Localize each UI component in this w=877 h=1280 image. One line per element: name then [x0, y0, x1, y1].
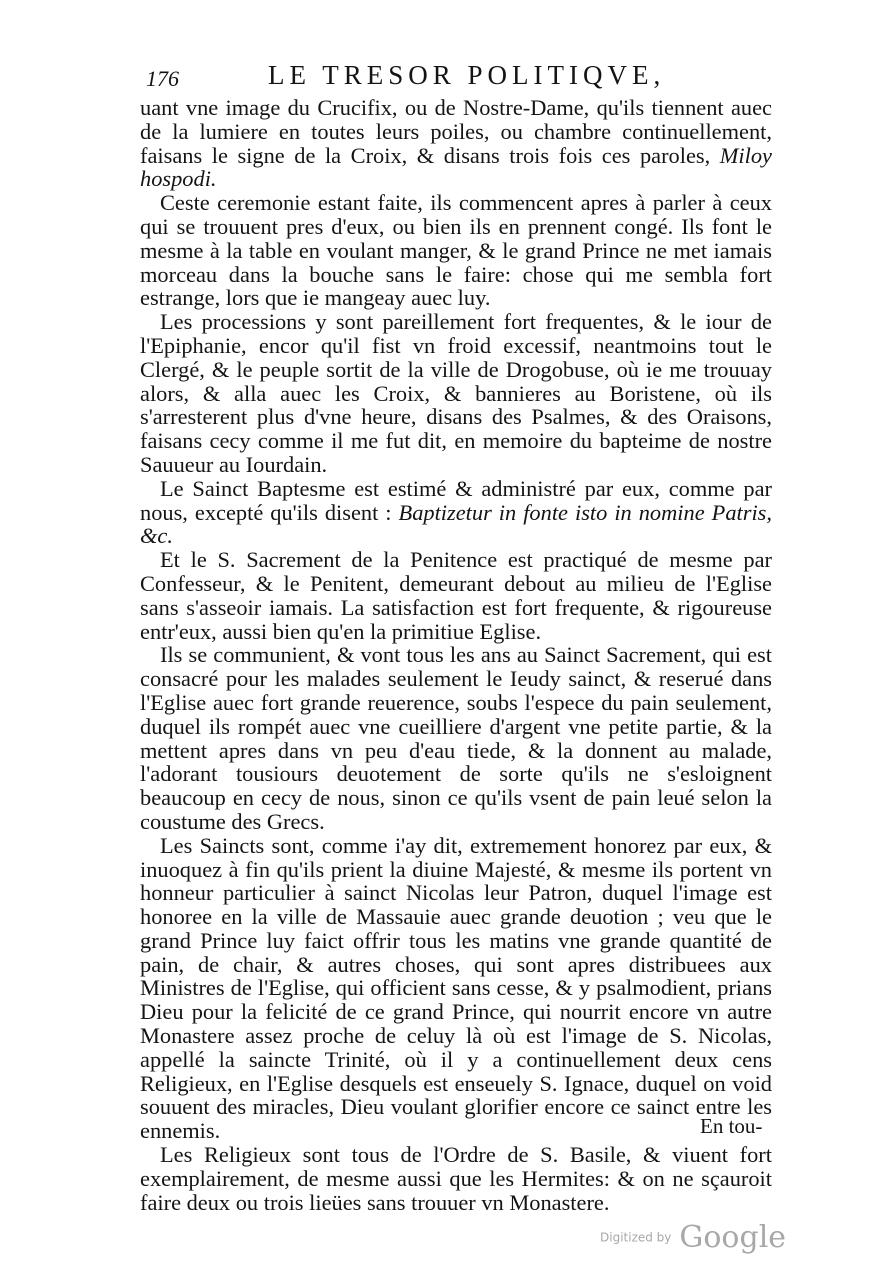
paragraph-text: Ils se communient, & vont tous les ans au Sainct Sacrement, qui est consacré pour les malades seulement le Ieudy sainct, & reserué dans l'Eglise auec fort grande reuerence, soubs l'espece du pain seulement, duquel ils rompét auec vne cueilliere d'argent vne petite partie, & la mettent apres dans vn peu d'eau tiede, & la donnent au malade, l'adorant tousiours deuotement de sorte qu'ils ne s'esloignent beaucoup en cecy de nous, sinon ce qu'ils vsent de pain leué selon la coustume des Grecs.	[140, 642, 772, 834]
watermark-prefix: Digitized by	[600, 1230, 672, 1245]
italic-quotation: Miloy hospodi.	[140, 142, 772, 192]
paragraph-text: Les Religieux sont tous de l'Ordre de S. Basile, & viuent fort exemplairement, de mesme aussi que les Hermites: & on ne sçauroit faire deux ou trois lieües sans trouuer vn Monastere.	[140, 1142, 772, 1215]
running-title: LE TRESOR POLITIQVE,	[268, 60, 666, 90]
paragraph	[140, 96, 772, 191]
paragraph	[140, 310, 772, 477]
body-text	[140, 96, 772, 1214]
page-number: 176	[146, 66, 179, 91]
paragraph	[140, 643, 772, 833]
paragraph-text: Les processions y sont pareillement fort frequentes, & le iour de l'Epiphanie, encor qu'il fist vn froid excessif, neantmoins tout le Clergé, & le peuple sortit de la ville de Drogobuse, où ie me trouuay alors, & alla auec les Croix, & bannieres au Boristene, où ils s'arresterent plus d'vne heure, disans des Psalmes, & des Oraisons, faisans cecy comme il me fut dit, en memoire du bapteime de nostre Sauueur au Iourdain.	[140, 309, 772, 477]
paragraph	[140, 548, 772, 643]
paragraph	[140, 1143, 772, 1214]
paragraph-text: Ceste ceremonie estant faite, ils commencent apres à parler à ceux qui se trouuent pres d'eux, ou bien ils en prennent congé. Ils font le mesme à la table en voulant manger, & le grand Prince ne met iamais morceau dans la bouche sans le faire: chose qui me sembla fort estrange, lors que ie mangeay auec luy.	[140, 190, 772, 311]
page-header	[146, 60, 786, 96]
paragraph-text: Les Saincts sont, comme i'ay dit, extremement honorez par eux, & inuoquez à fin qu'ils prient la diuine Majesté, & mesme ils portent vn honneur particulier à sainct Nicolas leur Patron, duquel l'image est honoree en la ville de Massauie auec grande deuotion ; veu que le grand Prince luy faict offrir tous les matins vne grande quantité de pain, de chair, & autres choses, qui sont apres distribuees aux Ministres de l'Eglise, qui officient sans cesse, & y psalmodient, prians Dieu pour la felicité de ce grand Prince, qui nourrit encore vn autre Monastere assez proche de celuy là où est l'image de S. Nicolas, appellé la saincte Trinité, où il y a continuellement deux cens Religieux, en l'Eglise desquels est enseuely S. Ignace, duquel on void souuent des miracles, Dieu voulant glorifier encore ce sainct entre les ennemis.	[140, 832, 772, 1144]
paragraph-text: Le Sainct Baptesme est estimé & administré par eux, comme par nous, excepté qu'ils disent :	[140, 475, 772, 525]
paragraph	[140, 191, 772, 310]
digitized-watermark	[600, 1220, 790, 1260]
paragraph-text: uant vne image du Crucifix, ou de Nostre-Dame, qu'ils tiennent auec de la lumiere en toutes leurs poiles, ou chambre continuellement, faisans le signe de la Croix, & disans trois fois ces paroles,	[140, 95, 772, 168]
catchword: En tou-	[700, 1114, 763, 1138]
paragraph	[140, 834, 772, 1143]
google-logo: Google	[679, 1220, 787, 1255]
paragraph-text: Et le S. Sacrement de la Penitence est practiqué de mesme par Confesseur, & le Penitent, demeurant debout au milieu de l'Eglise sans s'asseoir iamais. La satisfaction est fort frequente, & rigoureuse entr'eux, aussi bien qu'en la primitiue Eglise.	[140, 547, 772, 644]
italic-quotation: Baptizetur in fonte isto in nomine Patris, &c.	[140, 499, 772, 549]
paragraph	[140, 477, 772, 548]
